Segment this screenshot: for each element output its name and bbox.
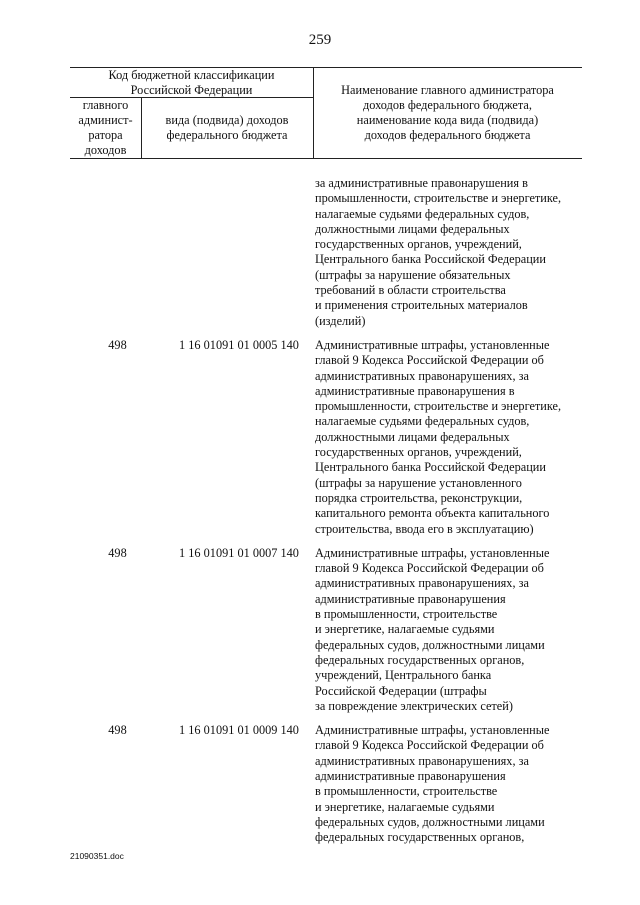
row-budget-code: 1 16 01091 01 0007 140 bbox=[179, 545, 299, 560]
header-code-column: вида (подвида) доходов федерального бюджета bbox=[165, 113, 289, 142]
row-description: за административные правонарушения в промышленности, строительстве и энергетике, налагаемые судьями федеральных судов, должностными лицами федеральных государственных органов, учреждений, Центрального банка Российской Федерации (штрафы за нарушение обязательных требований в области строительства и применения строительных материалов (изделий) bbox=[315, 176, 562, 328]
row-description: Административные штрафы, установленные главой 9 Кодекса Российской Федерации об административных правонарушениях, за административные правонарушения в промышленности, строительстве и энергетике, налагаемые судьями федеральных судов, должностными лицами федеральных государственных органов, bbox=[315, 723, 550, 845]
row-description: Административные штрафы, установленные главой 9 Кодекса Российской Федерации об административных правонарушениях, за административные правонарушения в промышленности, строительстве и энергетике, налагаемые судьями федеральных судов, должностными лицами федеральных государственных органов, учреждений, Центрального банка Российской Федерации (штрафы за повреждение электрических сетей) bbox=[315, 545, 550, 713]
row-admin-code: 498 bbox=[108, 337, 127, 352]
table-row bbox=[70, 546, 582, 714]
header-admin-column: главного админист- ратора доходов bbox=[78, 98, 133, 157]
table-header bbox=[70, 67, 582, 158]
header-name-column: Наименование главного администратора доходов федерального бюджета, наименование кода вида (подвида) доходов федерального бюджета bbox=[341, 83, 554, 142]
row-admin-code: 498 bbox=[108, 545, 127, 560]
row-description: Административные штрафы, установленные главой 9 Кодекса Российской Федерации об административных правонарушениях, за административные правонарушения в промышленности, строительстве и энергетике, налагаемые судьями федеральных судов, должностными лицами федеральных государственных органов, учреждений, Центрального банка Российской Федерации (штрафы за нарушение установленного порядка строительства, реконструкции, капитального ремонта объекта капитального строительства, ввода его в эксплуатацию) bbox=[315, 337, 562, 536]
table-row bbox=[70, 338, 582, 537]
row-budget-code: 1 16 01091 01 0005 140 bbox=[179, 337, 299, 352]
header-bottom-rule bbox=[70, 158, 582, 159]
header-code-group: Код бюджетной классификации Российской Федерации bbox=[108, 68, 275, 97]
document-filename: 21090351.doc bbox=[70, 851, 124, 861]
table-row bbox=[70, 176, 582, 329]
table-row bbox=[70, 723, 582, 845]
row-budget-code: 1 16 01091 01 0009 140 bbox=[179, 723, 299, 738]
table-body bbox=[70, 176, 582, 845]
page-number: 259 bbox=[308, 32, 332, 48]
row-admin-code: 498 bbox=[108, 723, 127, 738]
